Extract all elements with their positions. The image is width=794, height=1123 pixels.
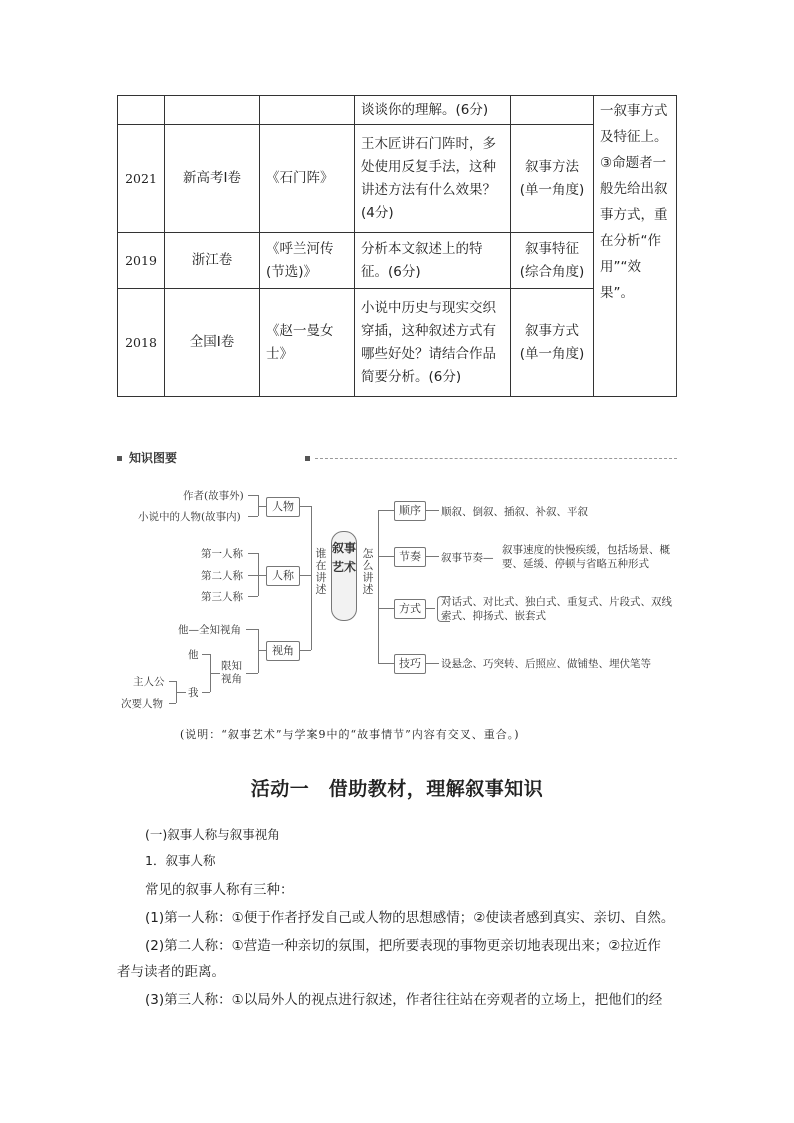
- detail-style: 对话式、对比式、独白式、重复式、片段式、双线索式、抑扬式、嵌套式: [441, 596, 672, 622]
- cell-paper: 浙江卷: [165, 233, 260, 289]
- connector-who: 谁在讲述: [315, 547, 327, 596]
- leaf-he: 他: [188, 649, 199, 661]
- leaf-omniscient: 他—全知视角: [178, 624, 241, 636]
- mindmap-note: (说明：“叙事艺术”与学案9中的“故事情节”内容有交叉、重合。): [180, 728, 520, 741]
- cell-point: 叙事方式(单一角度): [511, 289, 594, 397]
- cell-note: 一叙事方式及特征上。③命题者一般先给出叙事方式，重在分析“作用”“效果”。: [594, 96, 677, 397]
- cell-paper: 新高考Ⅰ卷: [165, 125, 260, 233]
- leaf-protagonist: 主人公: [133, 676, 165, 688]
- subsection-heading: (一)叙事人称与叙事视角: [145, 827, 280, 842]
- section-title: 知识图要: [129, 451, 178, 465]
- exam-table: [117, 95, 677, 397]
- paragraph-first-person: (1)第一人称：①便于作者抒发自己或人物的思想感情；②使读者感到真实、亲切、自然。: [145, 910, 675, 926]
- cell-work: 《赵一曼女士》: [260, 289, 355, 397]
- cell-year: 2021: [118, 125, 165, 233]
- leaf-third-person: 第三人称: [201, 591, 243, 603]
- node-jiezou: 节奏: [394, 547, 426, 567]
- paragraph-second-person-b: 者与读者的距离。: [117, 964, 225, 980]
- cell-work: 《石门阵》: [260, 125, 355, 233]
- node-renwu: 人物: [266, 497, 300, 517]
- node-fangshi: 方式: [394, 599, 426, 619]
- cell-question: 小说中历史与现实交织穿插，这种叙述方式有哪些好处？请结合作品简要分析。(6分): [355, 289, 511, 397]
- cell-question: 分析本文叙述上的特征。(6分): [355, 233, 511, 289]
- table-row: [118, 233, 677, 289]
- table-row: [118, 125, 677, 233]
- detail-order: 顺叙、倒叙、插叙、补叙、平叙: [441, 506, 588, 518]
- cell-year: 2019: [118, 233, 165, 289]
- node-rencheng: 人称: [266, 566, 300, 586]
- leaf-second-person: 第二人称: [201, 570, 243, 582]
- bullet-square-icon: [117, 456, 122, 461]
- paragraph-third-person: (3)第三人称：①以局外人的视点进行叙述，作者往往站在旁观者的立场上，把他们的经: [145, 992, 663, 1008]
- section-header: [117, 449, 677, 469]
- center-node: 叙事艺术: [331, 531, 357, 621]
- leaf-limited: 限知视角: [221, 660, 242, 685]
- leaf-character: 小说中的人物(故事内): [138, 511, 241, 523]
- bullet-square-icon: [305, 456, 310, 461]
- cell-paper: 全国Ⅰ卷: [165, 289, 260, 397]
- paragraph-second-person-a: (2)第二人称：①营造一种亲切的氛围，把所要表现的事物更亲切地表现出来；②拉近作: [145, 938, 661, 954]
- node-shunxu: 顺序: [394, 501, 426, 521]
- node-jiqiao: 技巧: [394, 654, 426, 674]
- cell-question: 王木匠讲石门阵时，多处使用反复手法，这种讲述方法有什么效果？(4分): [355, 125, 511, 233]
- leaf-minor: 次要人物: [121, 698, 163, 710]
- detail-rhythm: 叙事速度的快慢疾缓，包括场景、概要、延缓、停顿与省略五种形式: [502, 544, 670, 570]
- paragraph-intro: 常见的叙事人称有三种：: [145, 882, 294, 898]
- subsection-subheading: 1．叙事人称: [145, 853, 216, 868]
- cell-work: 《呼兰河传(节选)》: [260, 233, 355, 289]
- cell-point: [511, 96, 594, 125]
- table-row: [118, 96, 677, 125]
- cell-year: [118, 96, 165, 125]
- cell-question: 谈谈你的理解。(6分): [355, 96, 511, 125]
- activity-title: 活动一 借助教材，理解叙事知识: [250, 778, 544, 800]
- cell-year: 2018: [118, 289, 165, 397]
- detail-rhythm-sub: 叙事节奏—: [441, 552, 494, 564]
- leaf-author: 作者(故事外): [183, 490, 244, 502]
- dashed-divider: [315, 458, 677, 459]
- table-row: [118, 289, 677, 397]
- node-shijiao: 视角: [266, 641, 300, 661]
- connector-how: 怎么讲述: [362, 547, 374, 596]
- leaf-me: 我: [188, 687, 199, 699]
- cell-point: 叙事方法(单一角度): [511, 125, 594, 233]
- cell-point: 叙事特征(综合角度): [511, 233, 594, 289]
- cell-paper: [165, 96, 260, 125]
- cell-work: [260, 96, 355, 125]
- leaf-first-person: 第一人称: [201, 548, 243, 560]
- detail-technique: 设悬念、巧突转、后照应、做铺垫、埋伏笔等: [441, 658, 651, 670]
